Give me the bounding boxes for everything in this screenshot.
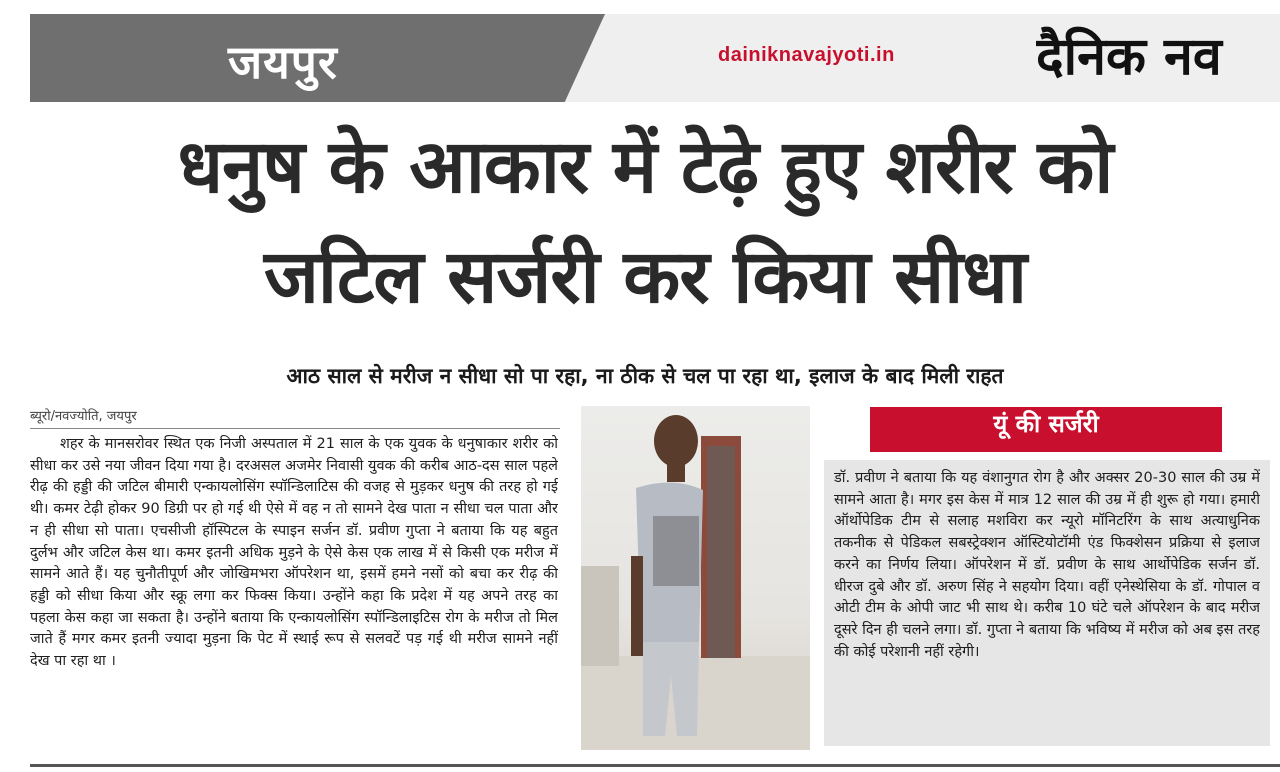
headline	[20, 112, 1270, 332]
headline-line-2: जटिल सर्जरी कर किया सीधा	[263, 234, 1026, 320]
sidebar-title: यूं की सर्जरी	[993, 410, 1099, 438]
website-link[interactable]: dainiknavajyoti.in	[718, 44, 895, 66]
byline: ब्यूरो/नवज्योति, जयपुर	[30, 409, 137, 424]
bottom-divider	[30, 764, 1280, 767]
patient-photo	[581, 406, 810, 750]
byline-divider	[30, 428, 560, 429]
headline-line-1: धनुष के आकार में टेढ़े हुए शरीर को	[177, 124, 1113, 210]
newspaper-masthead: दैनिक नव	[1036, 27, 1222, 87]
city-label: जयपुर	[228, 35, 338, 89]
patient-photo-illustration	[581, 406, 810, 750]
sidebar-body: डॉ. प्रवीण ने बताया कि यह वंशानुगत रोग है और अक्सर 20-30 साल की उम्र में सामने आता है। मगर इस केस में मात्र 12 साल की उम्र में ही शुरू हो गया। हमारी ऑर्थोपेडिक टीम से सलाह मशविरा कर न्यूरो मॉनिटरिंग के साथ अत्याधुनिक तकनीक से पेडिकल सबस्ट्रेक्शन ऑस्टियोटॉमी एंड फिक्शेसन प्रक्रिया से इलाज करने का निर्णय लिया। ऑपरेशन में डॉ. प्रवीण के साथ आर्थोपेडिक सर्जन डॉ. धीरज दुबे और डॉ. अरुण सिंह ने सहयोग दिया। वहीं एनेस्थेसिया के डॉ. गोपाल व ओटी टीम के ओपी जाट भी साथ थे। करीब 10 घंटे चले ऑपरेशन के बाद मरीज दूसरे दिन ही चलने लगा। डॉ. गुप्ता ने बताया कि भविष्य में मरीज को अब इस तरह की कोई परेशानी नहीं रहेगी।	[834, 470, 1260, 660]
subheadline: आठ साल से मरीज न सीधा सो पा रहा, ना ठीक से चल पा रहा था, इलाज के बाद मिली राहत	[286, 364, 1004, 388]
article-body: शहर के मानसरोवर स्थित एक निजी अस्पताल में 21 साल के एक युवक के धनुषाकार शरीर को सीधा कर उसे नया जीवन दिया गया है। दरअसल अजमेर निवासी युवक की करीब आठ-दस साल पहले रीढ़ की हड्डी की जटिल बीमारी एन्कायलोसिंग स्पॉन्डिलाटिस की वजह से मुड़कर धनुष की तरह हो गई थी। कमर टेढ़ी होकर 90 डिग्री पर हो गई थी ऐसे में वह न तो सामने देख पाता न सीधा चल पाता और न ही सीधा सो पाता। एचसीजी हॉस्पिटल के स्पाइन सर्जन डॉ. प्रवीण गुप्ता ने बताया कि यह बहुत दुर्लभ और जटिल केस था। कमर इतनी अधिक मुड़ने के ऐसे केस एक लाख में से किसी एक मरीज में सामने आते हैं। यह चुनौतीपूर्ण और जोखिमभरा ऑपरेशन था, इसमें हमने नसों को बचा कर रीढ़ की हड्डी को सीधा किया और स्क्रू लगा कर फिक्स किया। उन्होंने कहा कि प्रदेश में यह अपने तरह का पहला केस कहा जा सकता है। उन्होंने बताया कि एन्कायलोसिंग स्पॉन्डिलाइटिस रोग के मरीज तो मिल जाते हैं मगर कमर इतनी ज्यादा मुड़ना कि पेट में स्थाई रूप से सलवटें पड़ गई थी मरीज सामने नहीं देख पा रहा था ।	[30, 436, 558, 670]
